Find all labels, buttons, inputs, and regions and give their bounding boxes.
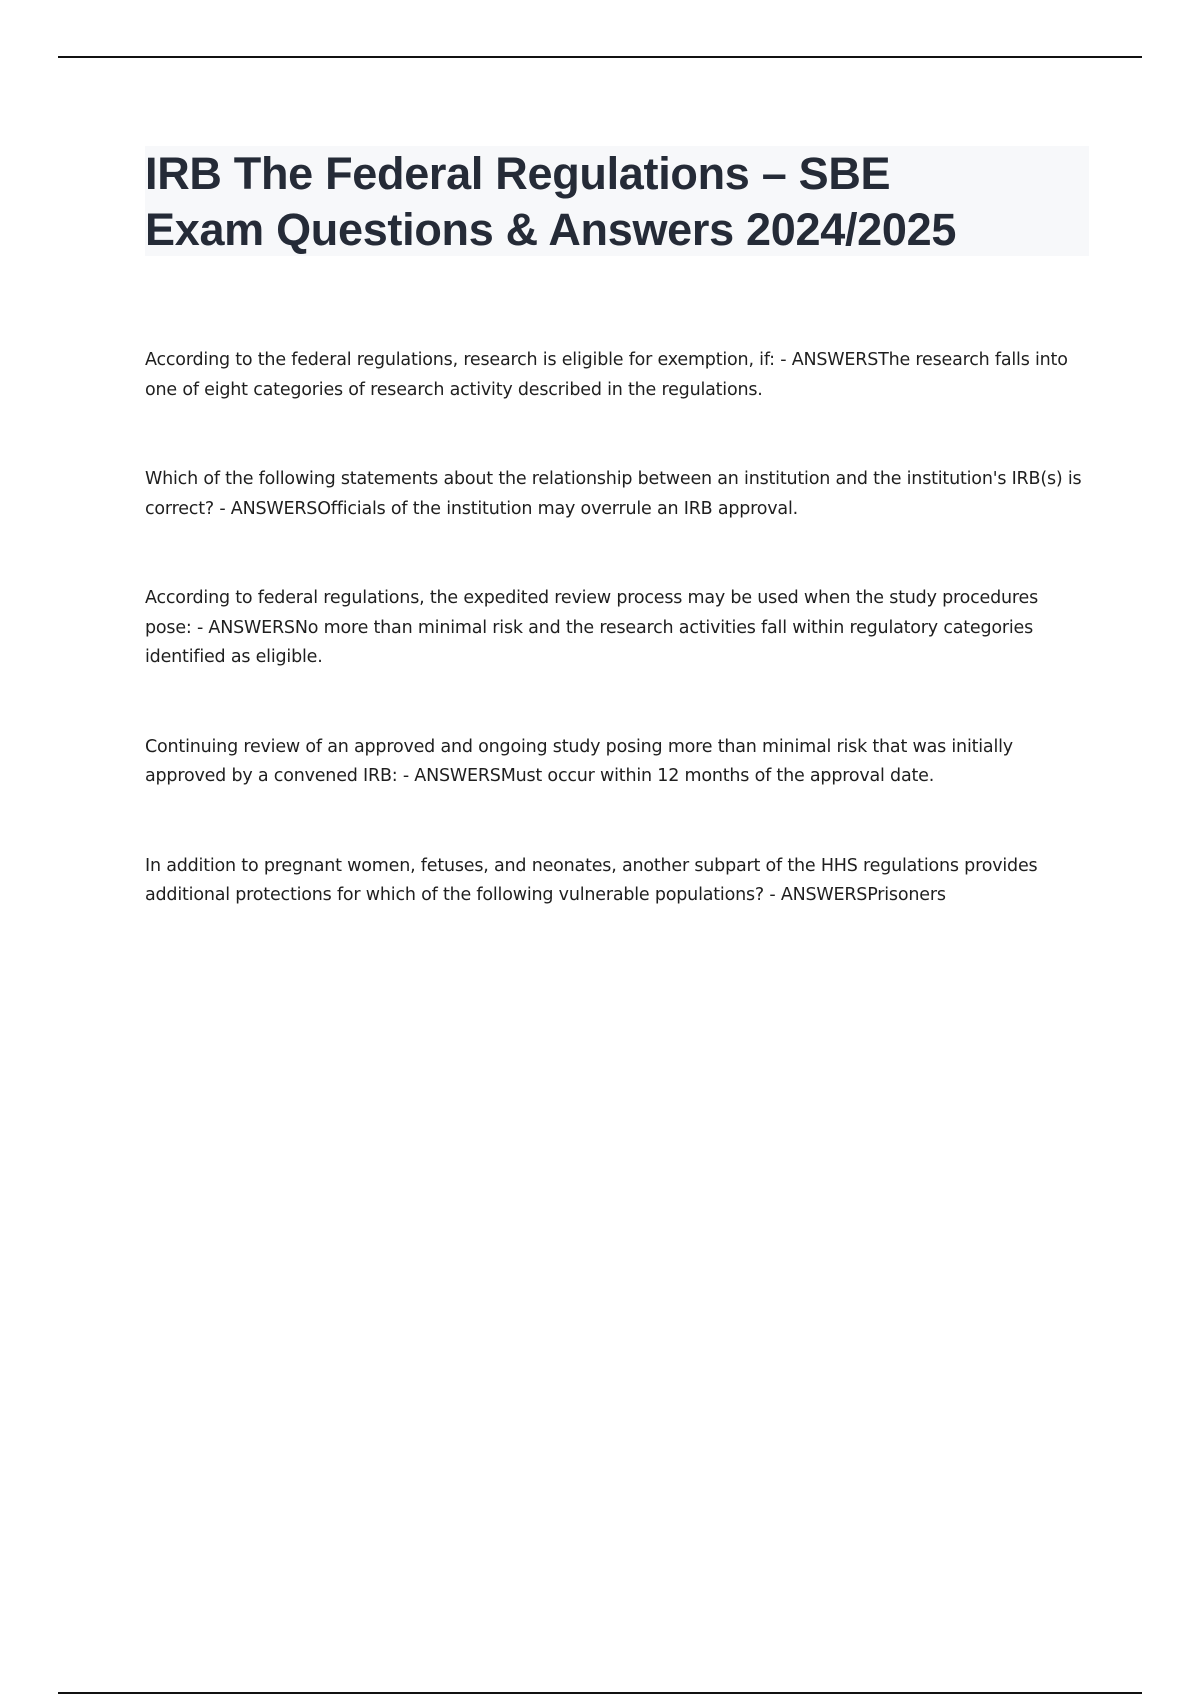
question-text: Continuing review of an approved and ongoing study posing more than minimal risk that was initially approved by a convened IRB: - ANSWERS	[145, 736, 1013, 786]
qa-item	[145, 346, 1085, 405]
qa-item	[145, 584, 1085, 673]
qa-item	[145, 465, 1085, 524]
qa-list	[145, 346, 1085, 971]
title-line-2: Exam Questions & Answers 2024/2025	[145, 204, 957, 255]
page-title	[145, 146, 1089, 258]
question-text: According to the federal regulations, research is eligible for exemption, if: - ANSWERS	[145, 350, 879, 370]
answer-text: Must occur within 12 months of the approval date.	[500, 766, 935, 786]
title-block	[145, 146, 1089, 256]
qa-item	[145, 733, 1085, 792]
answer-text: Prisoners	[867, 885, 946, 905]
answer-text: The research falls into one of eight categories of research activity described in the regulations.	[145, 350, 1068, 400]
answer-text: Officials of the institution may overrule an IRB approval.	[317, 498, 798, 519]
qa-item	[145, 852, 1085, 911]
answer-text: No more than minimal risk and the research activities fall within regulatory categories identified as eligible.	[145, 617, 1034, 667]
question-text: Which of the following statements about the relationship between an institution and the institution's IRB(s) is correct? - ANSWERS	[145, 469, 1082, 519]
bottom-rule	[58, 1692, 1142, 1694]
question-text: In addition to pregnant women, fetuses, and neonates, another subpart of the HHS regulations provides additional protections for which of the following vulnerable populations? - ANSWERS	[145, 855, 1038, 905]
top-rule	[58, 56, 1142, 58]
title-line-1: IRB The Federal Regulations – SBE	[145, 148, 891, 199]
question-text: According to federal regulations, the expedited review process may be used when the study procedures pose: - ANSWERS	[145, 588, 1039, 638]
